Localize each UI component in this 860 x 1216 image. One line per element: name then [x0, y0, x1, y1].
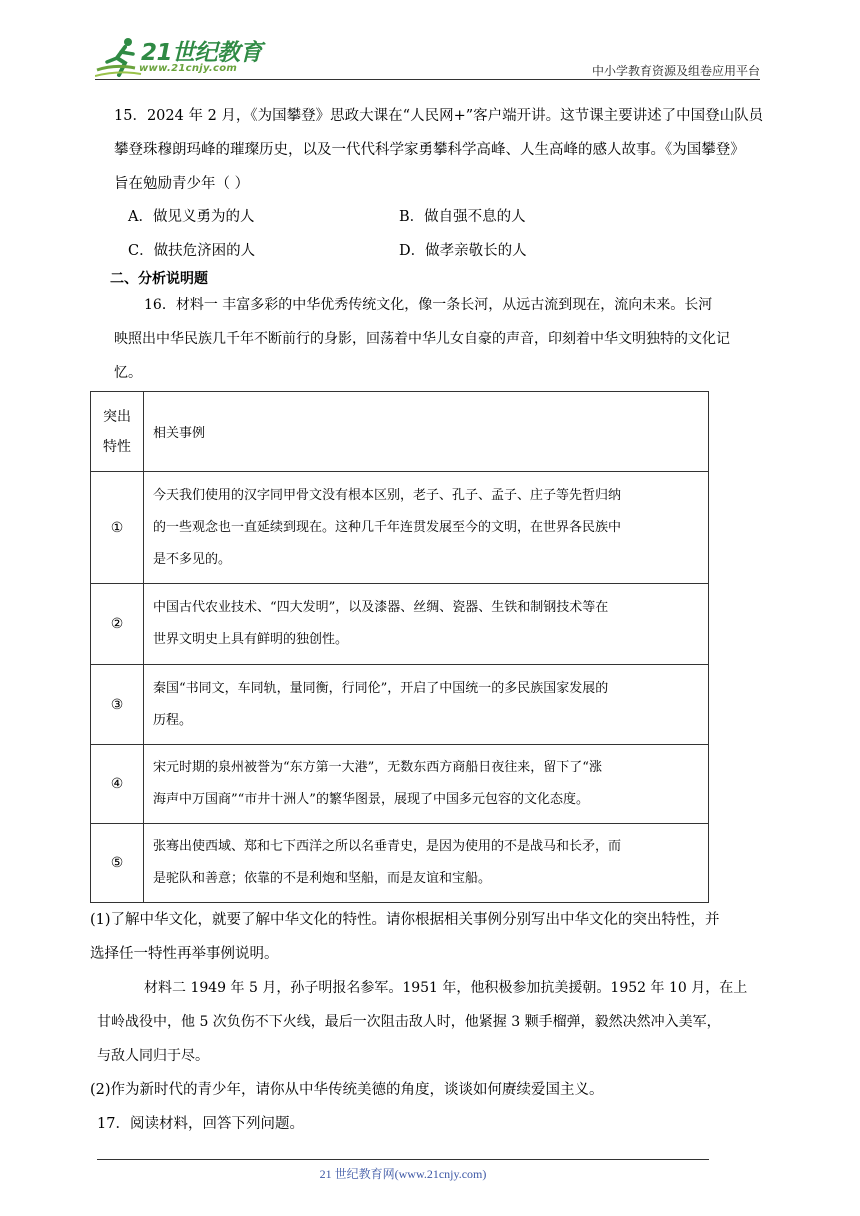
header-cell-examples: 相关事例: [144, 392, 709, 472]
q15-line: 攀登珠穆朗玛峰的璀璨历史，以及一代代科学家勇攀科学高峰、人生高峰的感人故事。《为国攀登》: [114, 142, 745, 158]
option-a[interactable]: A．做见义勇为的人: [128, 209, 255, 225]
q16-material-one-cont: [114, 329, 730, 397]
row-mark: ①: [91, 472, 144, 584]
table-row: [91, 472, 709, 584]
logo-url: www.21cnjy.com: [139, 63, 238, 74]
q15-line: 旨在勉励青少年（ ）: [114, 176, 250, 192]
platform-tagline: 中小学教育资源及组卷应用平台: [591, 64, 760, 78]
row-example: 秦国“书同文，车同轨，量同衡，行同伦”，开启了中国统一的多民族国家发展的 历程。: [144, 665, 709, 745]
option-d[interactable]: D．做孝亲敬长的人: [399, 243, 527, 259]
culture-features-table: [90, 391, 709, 903]
option-b[interactable]: B．做自强不息的人: [399, 209, 526, 225]
question-15: [114, 106, 763, 208]
row-example: 今天我们使用的汉字同甲骨文没有根本区别，老子、孔子、孟子、庄子等先哲归纳 的一些观念也一直延续到现在。这种几千年连贯发展至今的文明，在世界各民族中 是不多见的。: [144, 472, 709, 584]
q16-line: 16．材料一 丰富多彩的中华优秀传统文化，像一条长河，从远古流到现在，流向未来。长河: [144, 297, 713, 313]
q16-line: 映照出中华民族几千年不断前行的身影，回荡着中华儿女自豪的声音，印刻着中华文明独特的文化记: [114, 331, 730, 347]
sub1-line: 选择任一特性再举事例说明。: [90, 946, 279, 962]
material2-line: 材料二 1949 年 5 月，孙子明报名参军。1951 年，他积极参加抗美援朝。1952 年 10 月，在上: [144, 980, 748, 996]
site-logo[interactable]: [95, 36, 265, 80]
logo-text: 21世纪教育: [141, 40, 263, 66]
table-header-row: [91, 392, 709, 472]
row-example: 张骞出使西域、郑和七下西洋之所以名垂青史，是因为使用的不是战马和长矛，而 是驼队和善意；依靠的不是利炮和坚船，而是友谊和宝船。: [144, 824, 709, 903]
q16-material-two-cont: [97, 1012, 721, 1080]
header-divider: [95, 79, 760, 80]
table-row: [91, 745, 709, 824]
q16-material-two: [144, 978, 747, 1012]
table-row: [91, 665, 709, 745]
material2-line: 与敌人同归于尽。: [97, 1048, 209, 1064]
runner-logo-icon: [95, 36, 145, 80]
header-cell-feature: 突出 特性: [91, 392, 144, 472]
sub1-line: (1)了解中华文化，就要了解中华文化的特性。请你根据相关事例分别写出中华文化的突出特性，并: [90, 912, 720, 928]
table-row: [91, 824, 709, 903]
q16-material-one: [144, 295, 712, 329]
row-mark: ③: [91, 665, 144, 745]
material2-line: 甘岭战役中，他 5 次负伤不下火线，最后一次阻击敌人时，他紧握 3 颗手榴弹，毅然决然冲入美军，: [97, 1014, 721, 1030]
footer-link[interactable]: 21 世纪教育网(www.21cnjy.com): [319, 1167, 487, 1181]
footer-divider: [97, 1159, 709, 1160]
q16-sub-1: [90, 910, 720, 978]
q16-line: 忆。: [114, 365, 142, 381]
row-example: 宋元时期的泉州被誉为“东方第一大港”，无数东西方商船日夜往来，留下了“涨 海声中万国商”“市井十洲人”的繁华图景，展现了中国多元包容的文化态度。: [144, 745, 709, 824]
row-mark: ⑤: [91, 824, 144, 903]
question-17: 17．阅读材料，回答下列问题。: [97, 1116, 304, 1132]
section-title: 二、分析说明题: [110, 271, 208, 287]
q15-line: 15．2024 年 2 月，《为国攀登》思政大课在“人民网+”客户端开讲。这节课主要讲述了中国登山队员: [114, 108, 764, 124]
page-header: [95, 36, 760, 80]
q16-sub-2: (2)作为新时代的青少年，请你从中华传统美德的角度，谈谈如何赓续爱国主义。: [90, 1082, 604, 1098]
option-c[interactable]: C．做扶危济困的人: [128, 243, 256, 259]
table-row: [91, 584, 709, 665]
row-mark: ②: [91, 584, 144, 665]
row-example: 中国古代农业技术、“四大发明”，以及漆器、丝绸、瓷器、生铁和制钢技术等在 世界文明史上具有鲜明的独创性。: [144, 584, 709, 665]
row-mark: ④: [91, 745, 144, 824]
